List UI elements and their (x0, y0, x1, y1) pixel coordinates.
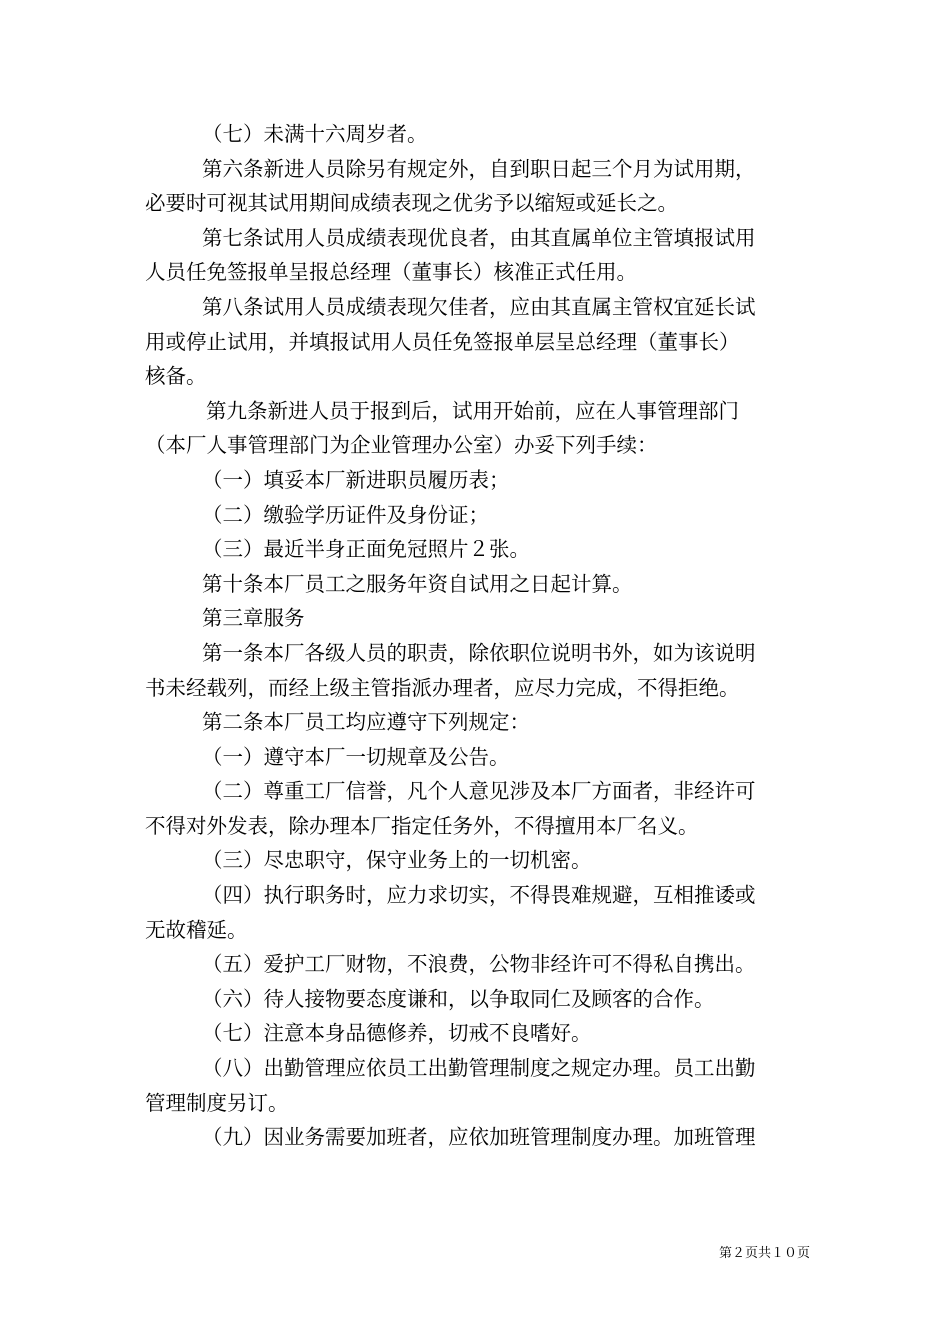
text-line: （四）执行职务时，应力求切实，不得畏难规避，互相推诿或 (202, 883, 756, 908)
text-line: 人员任免签报单呈报总经理（董事长）核准正式任用。 (145, 260, 637, 285)
text-line: （七）注意本身品德修养，切戒不良嗜好。 (202, 1021, 592, 1046)
text-line: （二）尊重工厂信誉，凡个人意见涉及本厂方面者，非经许可 (202, 779, 756, 804)
text-line: （二）缴验学历证件及身份证； (202, 502, 489, 527)
text-line: 第七条试用人员成绩表现优良者，由其直属单位主管填报试用 (202, 225, 756, 250)
text-line: 书未经载列，而经上级主管指派办理者，应尽力完成，不得拒绝。 (145, 675, 740, 700)
chapter-heading: 第三章服务 (202, 606, 305, 631)
text-line: 无故稽延。 (145, 917, 248, 942)
text-line: （九）因业务需要加班者，应依加班管理制度办理。加班管理 (202, 1125, 756, 1150)
text-line: 核备。 (145, 364, 207, 389)
text-line: 第六条新进人员除另有规定外，自到职日起三个月为试用期， (202, 156, 756, 181)
text-line: （一）填妥本厂新进职员履历表； (202, 467, 510, 492)
text-line: 不得对外发表，除办理本厂指定任务外，不得擅用本厂名义。 (145, 813, 699, 838)
text-line: （八）出勤管理应依员工出勤管理制度之规定办理。员工出勤 (202, 1056, 756, 1081)
document-body (145, 117, 810, 1155)
text-line: 用或停止试用，并填报试用人员任免签报单层呈总经理（董事长） (145, 329, 740, 354)
text-line: 管理制度另订。 (145, 1090, 289, 1115)
text-line: 第十条本厂员工之服务年资自试用之日起计算。 (202, 571, 633, 596)
text-line: （六）待人接物要态度谦和，以争取同仁及顾客的合作。 (202, 986, 715, 1011)
text-line: （七）未满十六周岁者。 (202, 122, 428, 146)
text-line: 第一条本厂各级人员的职责，除依职位说明书外，如为该说明 (202, 640, 756, 665)
page-number-footer: 第２页共１０页 (718, 1246, 810, 1261)
text-line: 第二条本厂员工均应遵守下列规定： (202, 710, 530, 735)
text-line: （三）尽忠职守，保守业务上的一切机密。 (202, 848, 592, 873)
text-line: （三）最近半身正面免冠照片２张。 (202, 537, 530, 562)
text-line: 第九条新进人员于报到后，试用开始前，应在人事管理部门 (206, 398, 739, 423)
text-line: （一）遵守本厂一切规章及公告。 (202, 744, 510, 769)
text-line: （本厂人事管理部门为企业管理办公室）办妥下列手续： (145, 433, 658, 458)
text-line: （五）爱护工厂财物，不浪费，公物非经许可不得私自携出。 (202, 952, 756, 977)
text-line: 第八条试用人员成绩表现欠佳者，应由其直属主管权宜延长试 (202, 294, 756, 319)
text-line: 必要时可视其试用期间成绩表现之优劣予以缩短或延长之。 (145, 191, 678, 216)
